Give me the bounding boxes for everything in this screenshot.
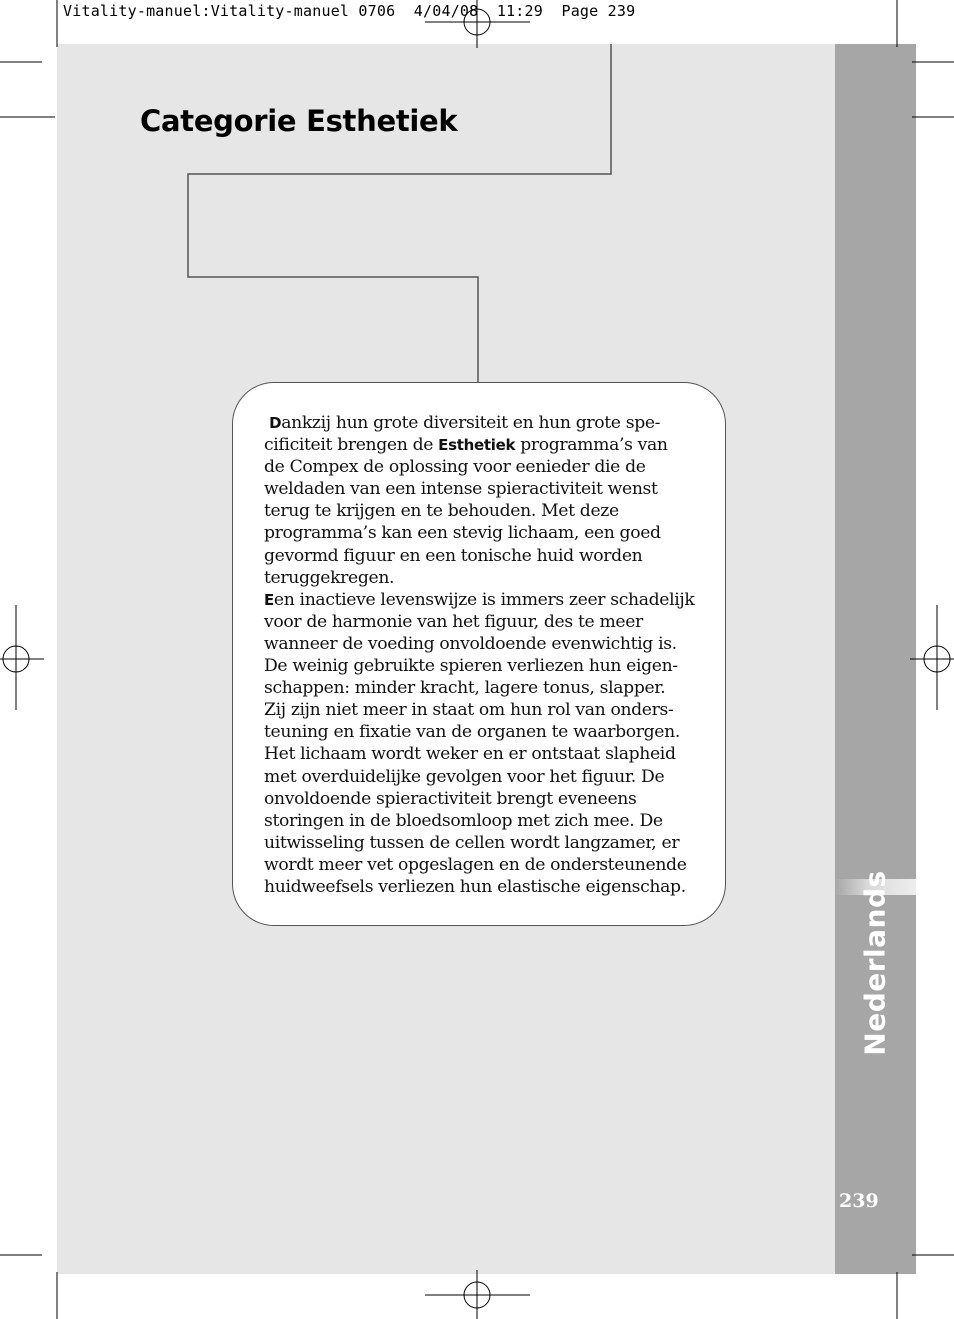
print-slug-header: Vitality-manuel:Vitality-manuel 0706 4/04/08 11:29 Page 239 <box>63 2 636 20</box>
paragraph2-line: De weinig gebruikte spieren verliezen hun eigen- <box>264 656 678 677</box>
paragraph1-line: gevormd figuur en een tonische huid worden <box>264 545 643 566</box>
paragraph2-line: uitwisseling tussen de cellen wordt langzamer, er <box>264 832 680 853</box>
paragraph2-line: onvoldoende spieractiviteit brengt eveneens <box>264 788 637 809</box>
paragraph2-line: schappen: minder kracht, lagere tonus, slapper. <box>264 678 666 699</box>
page-title: Categorie Esthetiek <box>140 104 458 138</box>
paragraph1-dropcap: D <box>269 414 282 432</box>
paragraph1-line-2: cificiteit brengen de Esthetiek programma’s van <box>264 435 668 456</box>
paragraph1-line: teruggekregen. <box>264 567 395 588</box>
paragraph2-line-1: Een inactieve levenswijze is immers zeer schadelijk <box>264 589 695 610</box>
body-text <box>264 412 704 898</box>
paragraph2-line: met overduidelijke gevolgen voor het figuur. De <box>264 766 665 787</box>
paragraph2-line: wordt meer vet opgeslagen en de ondersteunende <box>264 854 687 875</box>
paragraph2-dropcap: E <box>264 590 274 609</box>
paragraph1-line: programma’s kan een stevig lichaam, een goed <box>264 523 661 544</box>
paragraph1-line: weldaden van een intense spieractiviteit wenst <box>264 479 658 500</box>
paragraph2-line: teuning en fixatie van de organen te waarborgen. <box>264 722 680 743</box>
paragraph2-line: storingen in de bloedsomloop met zich mee. De <box>264 810 663 831</box>
keyword-esthetiek: Esthetiek <box>438 436 516 455</box>
paragraph1-line: de Compex de oplossing voor eenieder die de <box>264 457 646 478</box>
paragraph1-line-1: Dankzij hun grote diversiteit en hun grote spe- <box>269 413 661 433</box>
paragraph2-line: Zij zijn niet meer in staat om hun rol van onders- <box>264 700 674 721</box>
language-label: Nederlands <box>858 870 892 1056</box>
page-number: 239 <box>839 1190 879 1212</box>
paragraph1-line: terug te krijgen en te behouden. Met deze <box>264 501 619 522</box>
paragraph2-line: wanneer de voeding onvoldoende evenwichtig is. <box>264 633 677 654</box>
paragraph2-line: huidweefsels verliezen hun elastische eigenschap. <box>264 876 686 897</box>
paragraph2-line: voor de harmonie van het figuur, des te meer <box>264 611 643 632</box>
paragraph2-line: Het lichaam wordt weker en er ontstaat slapheid <box>264 744 676 765</box>
